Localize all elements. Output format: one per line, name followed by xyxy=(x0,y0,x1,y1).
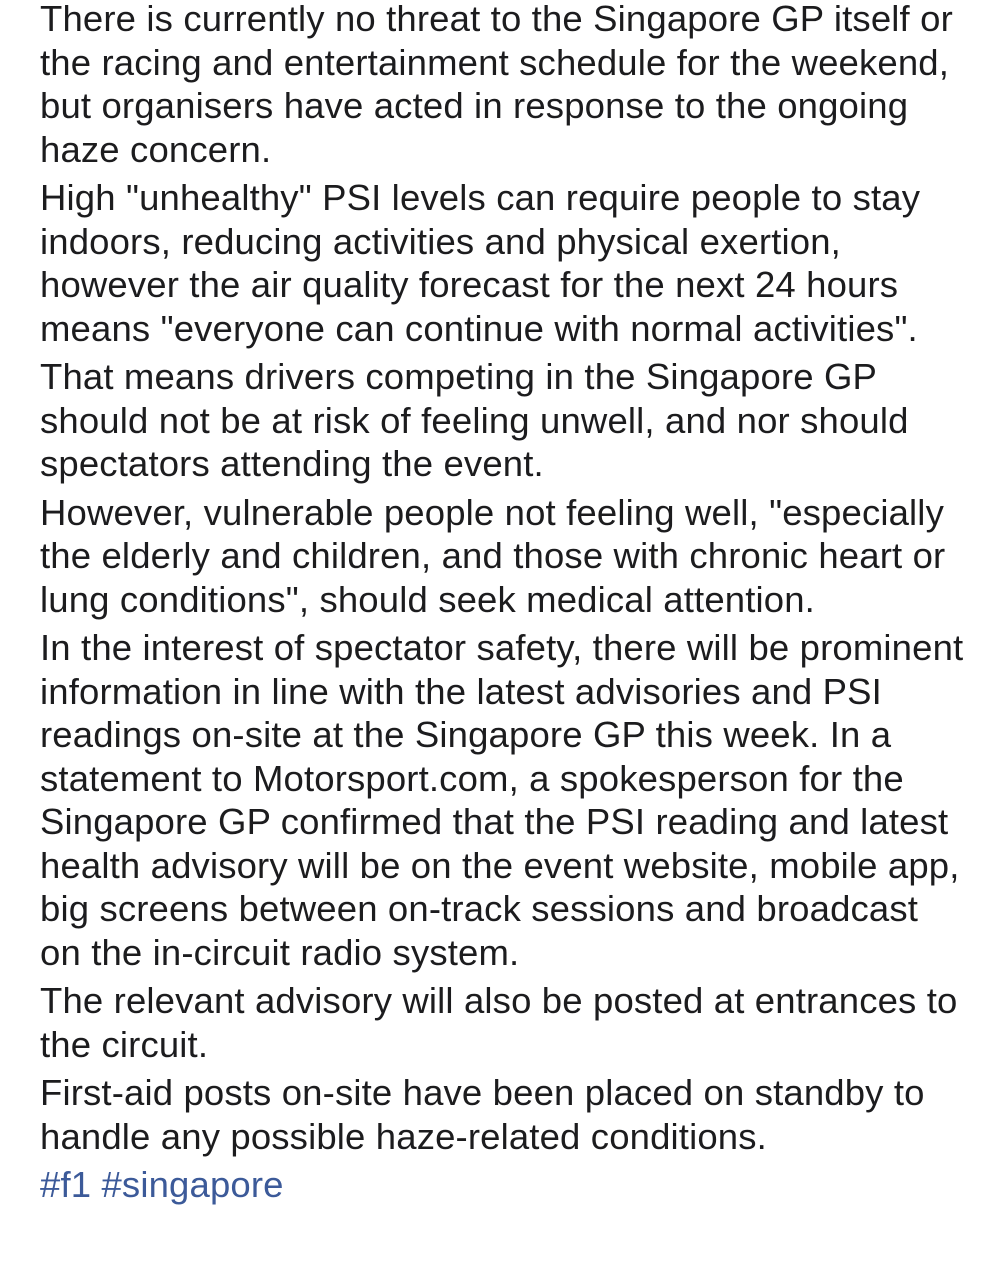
paragraph-advisory-entrances: The relevant advisory will also be posted at entrances to the circuit. xyxy=(40,980,958,1065)
paragraph-no-threat: There is currently no threat to the Singapore GP itself or the racing and entertainment schedule for the weekend, but organisers have acted in response to the ongoing haze concern. xyxy=(40,0,953,170)
paragraph-first-aid: First-aid posts on-site have been placed on standby to handle any possible haze-related conditions. xyxy=(40,1072,925,1157)
post-body xyxy=(40,0,965,1207)
hashtag-link[interactable]: #f1 #singapore xyxy=(40,1164,284,1205)
paragraph-psi-levels: High "unhealthy" PSI levels can require people to stay indoors, reducing activities and physical exertion, however the air quality forecast for the next 24 hours means "everyone can continue with normal activities". xyxy=(40,177,921,349)
paragraph-spectator-safety: In the interest of spectator safety, there will be prominent information in line with the latest advisories and PSI readings on-site at the Singapore GP this week. In a statement to Motorsport.com, a spokesperson for the Singapore GP confirmed that the PSI reading and latest health advisory will be on the event website, mobile app, big screens between on-track sessions and broadcast on the in-circuit radio system. xyxy=(40,627,964,973)
paragraph-drivers: That means drivers competing in the Singapore GP should not be at risk of feeling unwell, and nor should spectators attending the event. xyxy=(40,356,909,484)
paragraph-vulnerable-people: However, vulnerable people not feeling well, "especially the elderly and children, and those with chronic heart or lung conditions", should seek medical attention. xyxy=(40,491,946,620)
